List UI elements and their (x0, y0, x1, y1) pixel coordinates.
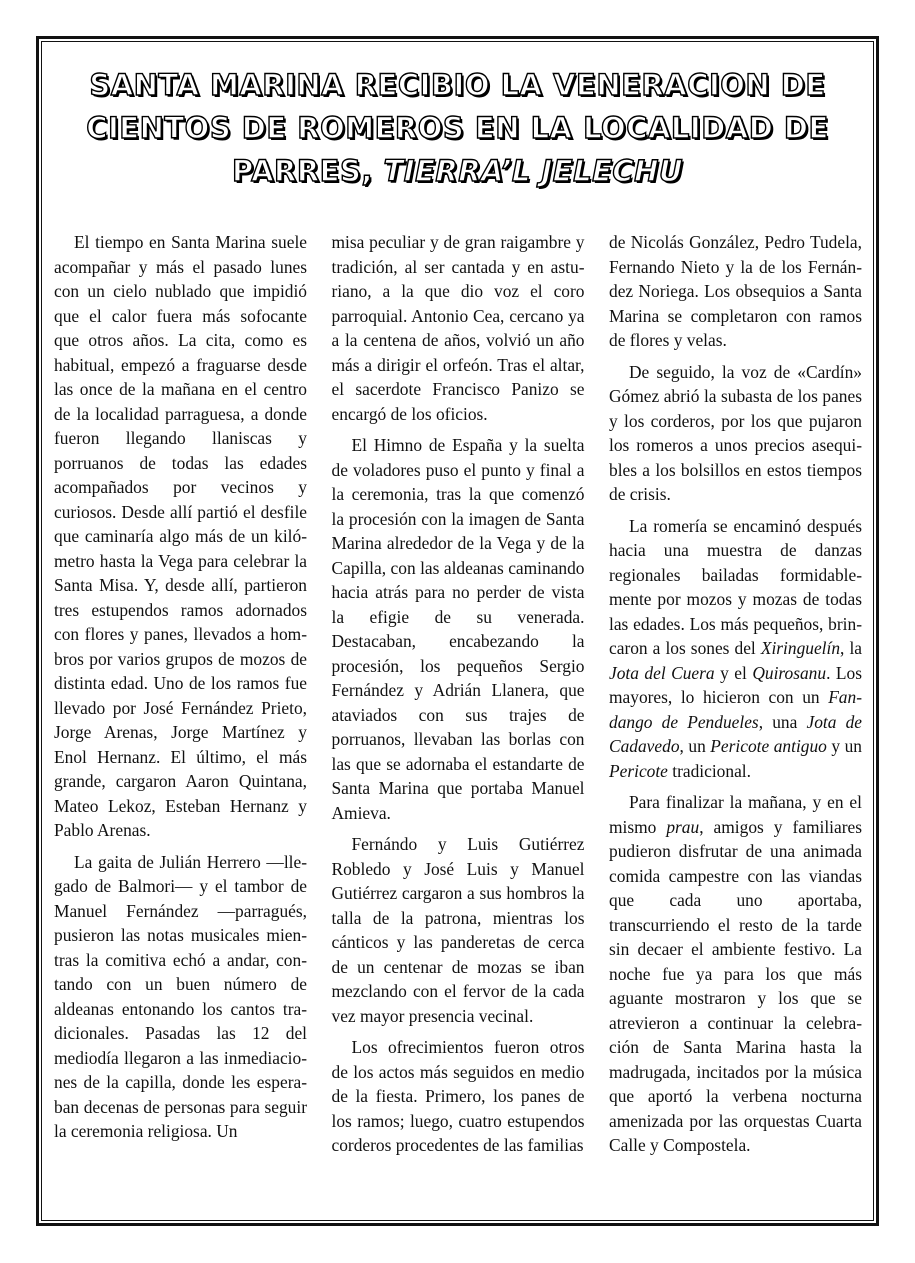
dance-name: Xiringuelín (760, 638, 841, 658)
text-run: La romería se encaminó después hacia una muestra de danzas regionales bailadas formidablemente por mozos y mozas de todas las edades. Los más pequeños, brincaron a los sones del (609, 515, 862, 658)
headline-main: SANTA MARINA RECIBIO LA VENERACION DE CIENTOS DE ROMEROS EN LA LOCALIDAD DE PARRES, (86, 68, 829, 188)
dance-name: Pericote antiguo (710, 736, 827, 756)
article-body (54, 230, 862, 1220)
paragraph: El tiempo en Santa Marina suele acompañar y más el pasado lunes con un cielo nublado que impidió que el calor fuera más sofocante que otros años. La cita, como es habitual, empezó a fraguarse desde las once de la mañana en el centro de la localidad parraguesa, a donde fueron llegando llaniscas y porruanos de todas las edades acompañados por vecinos y curiosos. Desde allí partió el desfile que caminaría algo más de un kilómetro hasta la Vega para celebrar la Santa Misa. Y, desde allí, partieron tres estupendos ramos adornados con flores y panes, llevados a hombros por varios grupos de mozos de distinta edad. Uno de los ramos fue llevado por José Fernández Prieto, Jorge Arenas, Jorge Martínez y Enol Hernanz. El último, el más grande, cargaron Aaron Quintana, Mateo Lekoz, Esteban Hernanz y Pablo Arenas. (54, 232, 307, 840)
text-run: , una (758, 711, 807, 732)
column-2 (332, 230, 585, 1220)
text-run: . Los mayores, lo hicieron con un (609, 662, 862, 707)
column-1 (54, 230, 307, 1220)
paragraph: Fernándo y Luis Gutiérrez Robledo y José Luis y Manuel Gutiérrez cargaron a sus hombros la talla de la patrona, mientras los cánticos y las panderetas de cerca de un centenar de mozas se iban mezclando con el fervor de la cada vez mayor presencia vecinal. (331, 834, 585, 1026)
text-run: , amigos y familiares pudieron disfrutar de una animada comida campestre con las viandas que cada uno aportaba, transcurriendo el resto de la tarde sin decaer el ambiente festivo. La noche fue ya para los que más aguante mostraron y los que se atrevieron a continuar la celebración de Santa Marina hasta la madrugada, incitados por la música que aportó la verbena nocturna amenizada por las orquestas Cuarta Calle y Compostela. (609, 816, 862, 1155)
paragraph: La gaita de Julián Herrero —llegado de Balmori— y el tambor de Manuel Fernández —parragués, pusieron las notas musicales mientras la comitiva echó a andar, contando con un buen número de aldeanas entonando los cantos tradicionales. Pasadas las 12 del mediodía llegaron a las inmediaciones de la capilla, donde les esperaban decenas de personas para seguir la ceremonia religiosa. Un (54, 851, 307, 1141)
article-headline (60, 64, 855, 193)
text-run: , la (840, 638, 863, 658)
column-3 (609, 230, 862, 1220)
dance-name: Fandango de Pendueles (609, 687, 862, 732)
dance-name: Jota de Cadavedo (609, 711, 863, 756)
paragraph: Los ofrecimientos fueron otros de los actos más seguidos en medio de la fiesta. Primero, los panes de los ramos; luego, cuatro estupendos corderos procedentes de las familias (331, 1037, 585, 1155)
text-run: y el (714, 662, 753, 683)
paragraph (609, 514, 862, 784)
text-run: y un (826, 736, 862, 756)
dance-name: Pericote (609, 760, 668, 781)
dance-name: Quirosanu (752, 662, 827, 683)
paragraph: El Himno de España y la suelta de voladores puso el punto y final a la ceremonia, tras la que comenzó la procesión con la imagen de Santa Marina alrededor de la Vega y de la Capilla, con las aldeanas caminando hacia atrás para no perder de vista la efigie de su venerada. Destacaban, encabezando la procesión, los pequeños Sergio Fernández y Adrián Llanera, que ataviados con sus trajes de porruanos, llevaban las borlas con las que se adornaba el estandarte de Santa Marina que portaba Manuel Amieva. (331, 435, 585, 823)
headline-italic: TIERRA’L JELECHU (383, 154, 684, 188)
term: prau (666, 816, 700, 837)
text-run: , un (679, 736, 711, 756)
paragraph (609, 790, 862, 1158)
text-run: Para finalizar la mañana, y en el mismo (609, 792, 862, 837)
paragraph: De seguido, la voz de «Cardín» Gómez abrió la subasta de los panes y los corderos, por los que pujaron los romeros a unos precios asequibles a los bolsillos en estos tiempos de crisis. (609, 361, 862, 504)
paragraph: misa peculiar y de gran raigambre y tradición, al ser cantada y en asturiano, a la que dio voz el coro parroquial. Antonio Cea, cercano ya a la centena de años, volvió un año más a dirigir el orfeón. Tras el altar, el sacerdote Francisco Panizo se encargó de los oficios. (331, 232, 585, 424)
text-run: tradicional. (667, 760, 751, 781)
paragraph: de Nicolás González, Pedro Tudela, Fernando Nieto y la de los Fernández Noriega. Los obsequios a Santa Marina se completaron con ramos de flores y velas. (609, 232, 862, 350)
dance-name: Jota del Cuera (609, 662, 715, 683)
